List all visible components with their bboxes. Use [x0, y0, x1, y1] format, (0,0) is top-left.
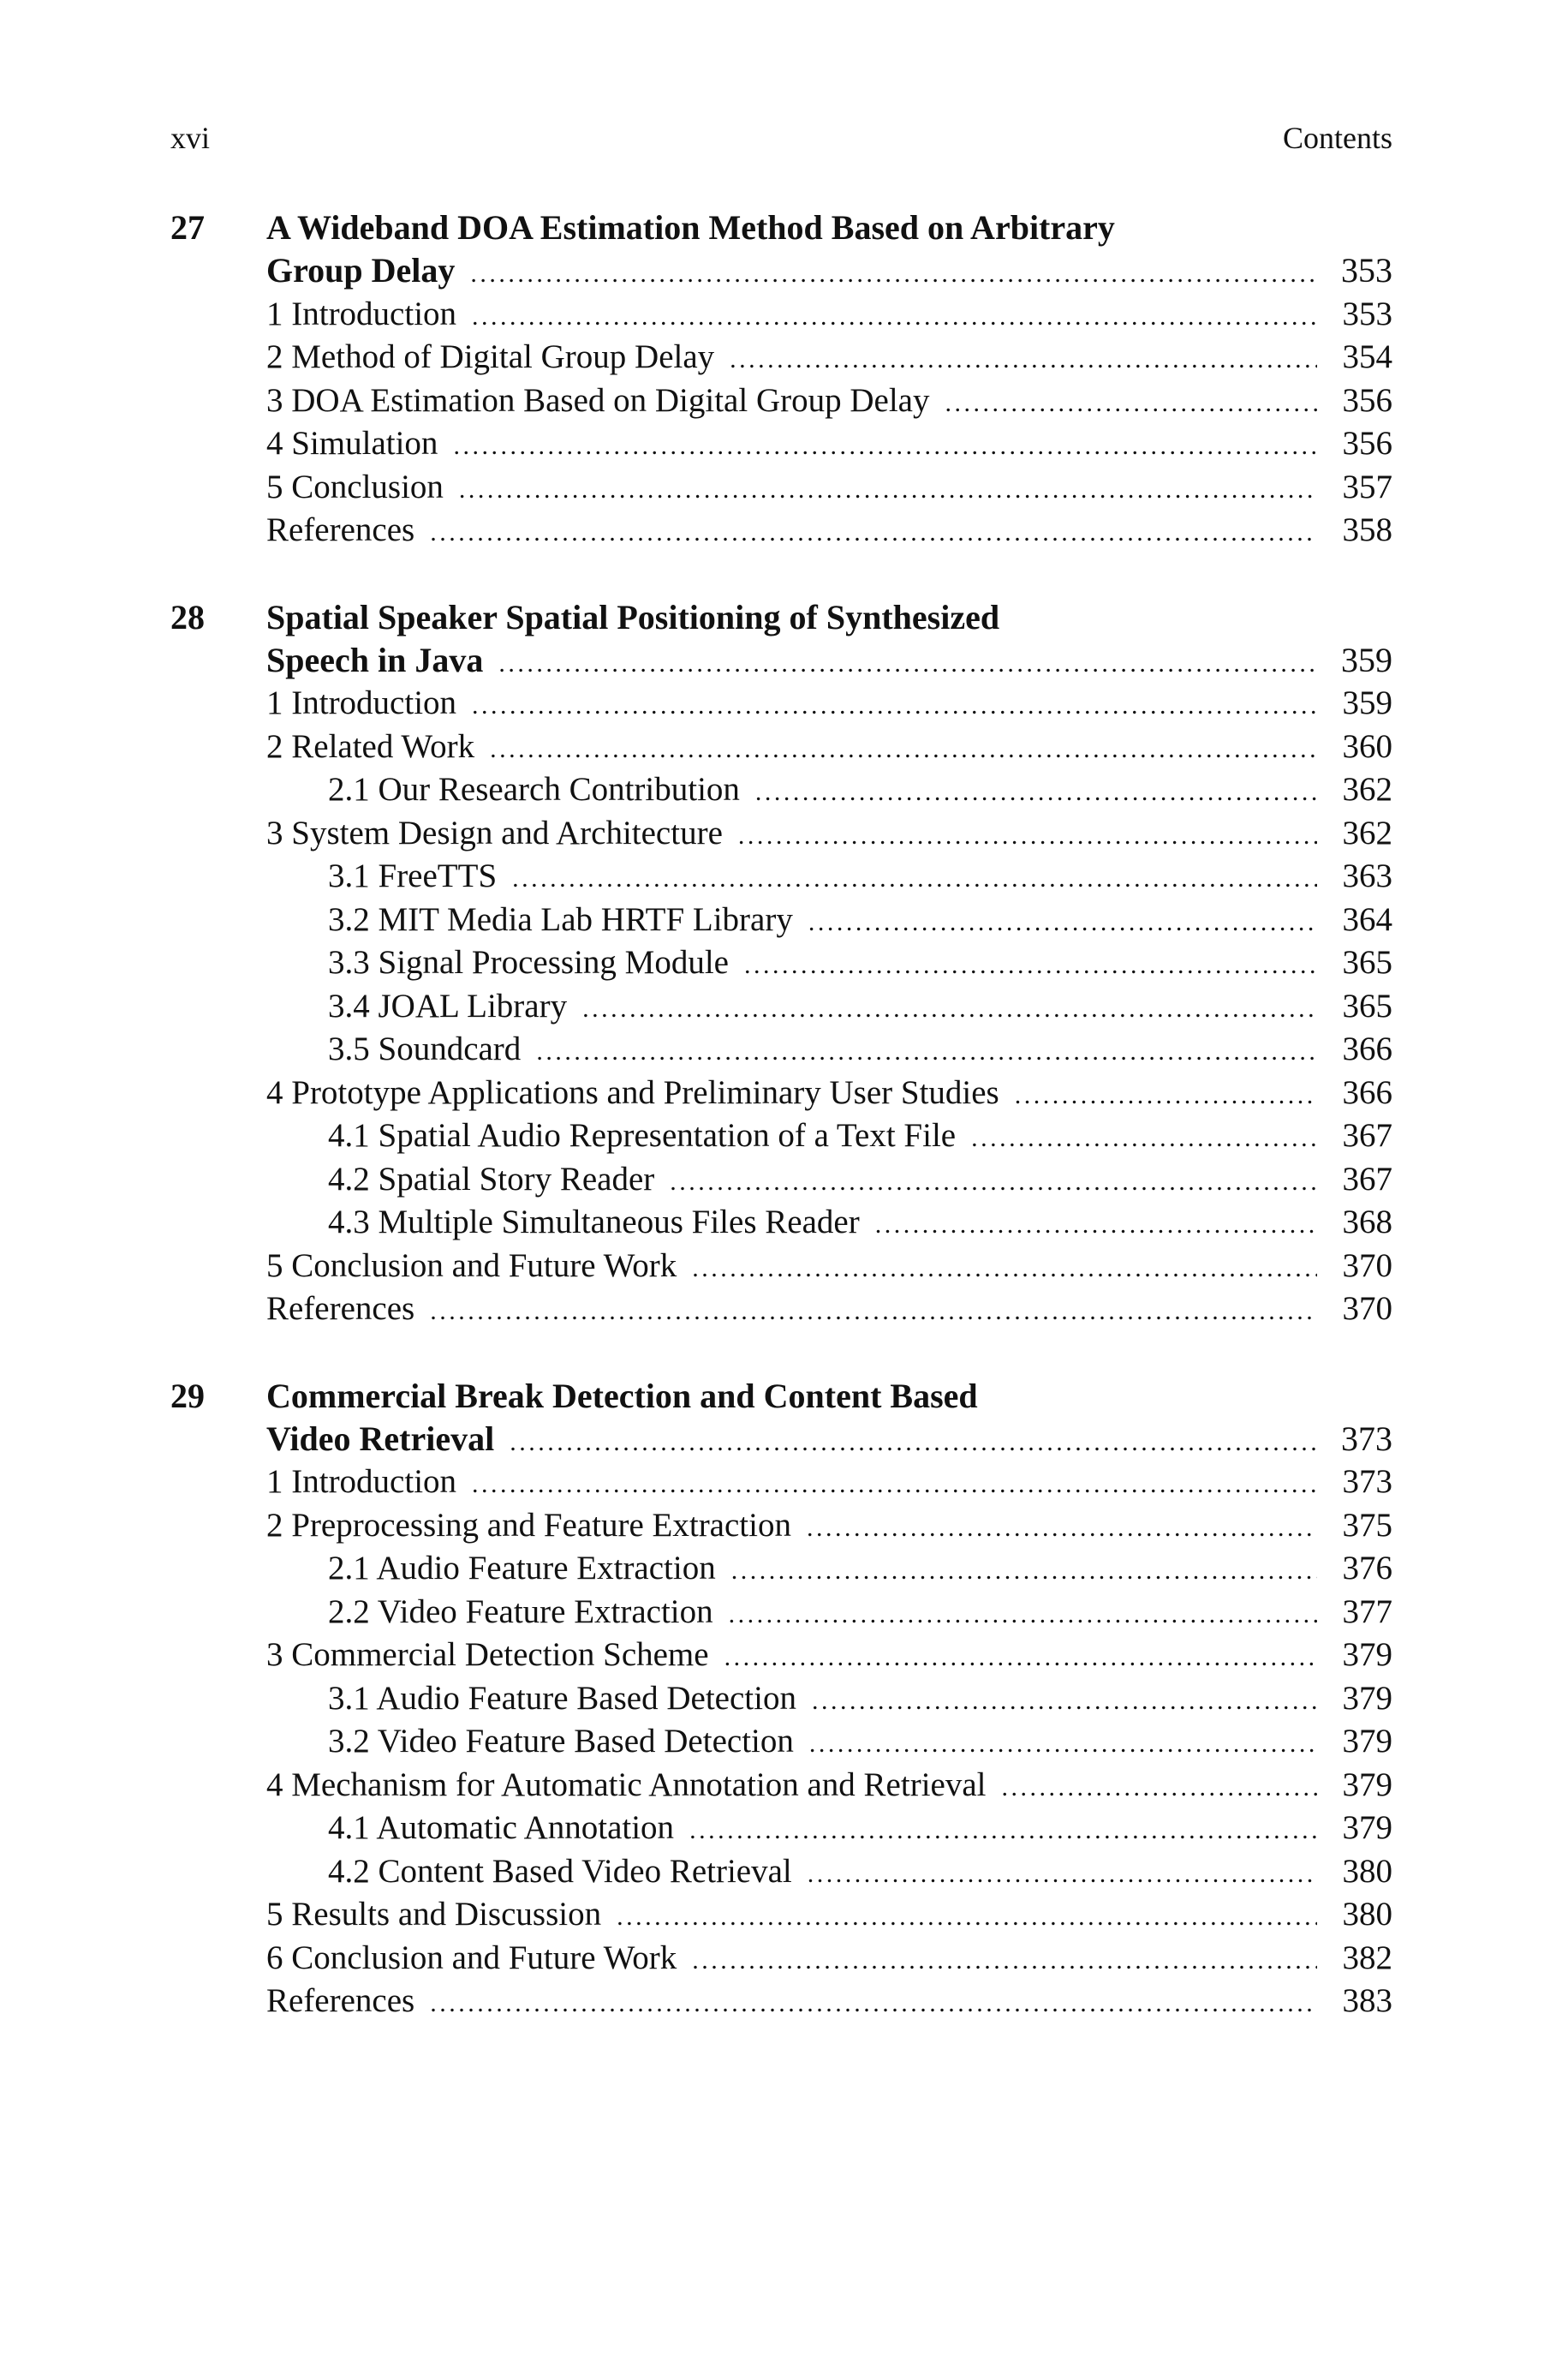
entry-label: 3.1 Audio Feature Based Detection — [328, 1679, 796, 1717]
chapter-title-continued: Video Retrieval — [266, 1419, 495, 1458]
entry-label: 3.2 Video Feature Based Detection — [328, 1723, 794, 1760]
entry-page-number: 366 — [1342, 1031, 1392, 1067]
chapter-entries — [266, 206, 1392, 553]
entry-label: 5 Results and Discussion — [266, 1896, 602, 1933]
entry-page-number: 360 — [1342, 727, 1392, 765]
toc-section-entry[interactable] — [266, 812, 1392, 856]
toc-chapter — [170, 595, 1392, 1331]
dot-leader — [1001, 1764, 1317, 1807]
entry-page-number: 379 — [1342, 1679, 1392, 1717]
entry-label: 3 DOA Estimation Based on Digital Group Delay — [266, 381, 930, 419]
entry-label: 3.4 JOAL Library — [328, 987, 568, 1025]
dot-leader — [875, 1201, 1317, 1245]
entry-label: 2 Method of Digital Group Delay — [266, 338, 715, 375]
dot-leader — [945, 379, 1317, 423]
toc-subsection-entry[interactable] — [266, 1158, 1392, 1202]
chapter-number: 29 — [170, 1376, 205, 1415]
entry-label: 4.1 Spatial Audio Representation of a Text File — [328, 1117, 957, 1154]
dot-leader — [809, 1720, 1317, 1764]
dot-leader — [430, 509, 1317, 553]
entry-page-number: 375 — [1342, 1506, 1392, 1544]
toc-section-entry[interactable] — [266, 1072, 1392, 1115]
entry-page-number: 354 — [1342, 338, 1392, 375]
toc-subsection-entry[interactable] — [266, 985, 1392, 1029]
dot-leader — [453, 422, 1317, 466]
dot-leader — [807, 1504, 1317, 1548]
dot-leader — [498, 639, 1317, 683]
running-head-section: Contents — [1282, 121, 1392, 155]
toc-subsection-entry[interactable] — [266, 1114, 1392, 1158]
dot-leader — [470, 249, 1317, 293]
entry-page-number: 365 — [1342, 944, 1392, 981]
chapter-number: 27 — [170, 208, 205, 247]
toc-section-entry[interactable] — [266, 509, 1392, 553]
entry-label: 5 Conclusion and Future Work — [266, 1246, 677, 1284]
dot-leader — [808, 899, 1317, 942]
chapter-number: 28 — [170, 597, 205, 636]
entry-label: 2.1 Audio Feature Extraction — [328, 1550, 716, 1586]
toc-section-entry[interactable] — [266, 379, 1392, 423]
entry-page-number: 370 — [1342, 1246, 1392, 1284]
toc-subsection-entry[interactable] — [266, 1677, 1392, 1721]
entry-page-number: 373 — [1342, 1463, 1392, 1500]
toc-subsection-entry[interactable] — [266, 768, 1392, 812]
dot-leader — [430, 1288, 1317, 1331]
entry-page-number: 383 — [1342, 1982, 1392, 2019]
entry-page-number: 379 — [1342, 1636, 1392, 1673]
entry-label: 2.2 Video Feature Extraction — [328, 1592, 713, 1630]
chapter-title-continued: Group Delay — [266, 251, 456, 290]
dot-leader — [738, 812, 1317, 856]
entry-page-number: 379 — [1342, 1809, 1392, 1846]
dot-leader — [582, 985, 1317, 1029]
entry-page-number: 363 — [1342, 857, 1392, 894]
entry-label: References — [266, 511, 415, 548]
chapter-title-continued: Speech in Java — [266, 640, 484, 679]
entry-label: 4.3 Multiple Simultaneous Files Reader — [328, 1204, 860, 1240]
entry-page-number: 377 — [1342, 1592, 1392, 1630]
entry-label: References — [266, 1982, 415, 2019]
toc-section-entry[interactable] — [266, 466, 1392, 510]
dot-leader — [472, 1461, 1317, 1504]
entry-label: 5 Conclusion — [266, 468, 444, 505]
dot-leader — [472, 682, 1317, 726]
dot-leader — [812, 1677, 1317, 1721]
chapter-page-number: 373 — [1341, 1419, 1392, 1458]
entry-label: 1 Introduction — [266, 295, 457, 332]
entry-page-number: 379 — [1342, 1766, 1392, 1803]
dot-leader — [808, 1850, 1317, 1894]
dot-leader — [729, 1591, 1317, 1634]
entry-page-number: 367 — [1342, 1117, 1392, 1154]
entry-page-number: 358 — [1342, 511, 1392, 548]
dot-leader — [617, 1893, 1317, 1937]
toc-subsection-entry[interactable] — [266, 1720, 1392, 1764]
chapter-entries — [266, 595, 1392, 1331]
entry-page-number: 362 — [1342, 771, 1392, 808]
entry-label: 4.1 Automatic Annotation — [328, 1809, 675, 1846]
entry-label: 2 Preprocessing and Feature Extraction — [266, 1506, 791, 1544]
toc-section-entry[interactable] — [266, 1288, 1392, 1331]
entry-label: 3.2 MIT Media Lab HRTF Library — [328, 900, 793, 938]
entry-label: 3.3 Signal Processing Module — [328, 944, 729, 981]
toc-subsection-entry[interactable] — [266, 1807, 1392, 1850]
toc-section-entry[interactable] — [266, 1893, 1392, 1937]
entry-label: 2.1 Our Research Contribution — [328, 771, 740, 808]
dot-leader — [755, 768, 1317, 812]
entry-page-number: 376 — [1342, 1550, 1392, 1586]
toc-section-entry[interactable] — [266, 336, 1392, 379]
running-head — [170, 120, 1392, 163]
dot-leader — [670, 1158, 1317, 1202]
dot-leader — [490, 726, 1317, 769]
toc-subsection-entry[interactable] — [266, 1850, 1392, 1894]
entry-page-number: 382 — [1342, 1939, 1392, 1976]
toc-chapter — [170, 206, 1392, 553]
entry-label: 1 Introduction — [266, 1463, 457, 1500]
entry-label: 3 Commercial Detection Scheme — [266, 1636, 709, 1673]
entry-page-number: 357 — [1342, 468, 1392, 505]
toc-section-entry[interactable] — [266, 1764, 1392, 1807]
chapter-title-entry[interactable] — [266, 639, 1392, 683]
entry-page-number: 379 — [1342, 1723, 1392, 1760]
toc-section-entry[interactable] — [266, 1461, 1392, 1504]
entry-label: References — [266, 1290, 415, 1327]
toc-subsection-entry[interactable] — [266, 941, 1392, 985]
toc-section-entry[interactable] — [266, 1634, 1392, 1677]
toc-subsection-entry[interactable] — [266, 1591, 1392, 1634]
chapter-page-number: 353 — [1341, 251, 1392, 290]
entry-page-number: 356 — [1342, 425, 1392, 462]
entry-label: 4.2 Spatial Story Reader — [328, 1160, 655, 1198]
chapter-title-entry[interactable] — [266, 249, 1392, 293]
entry-page-number: 380 — [1342, 1852, 1392, 1890]
toc-section-entry[interactable] — [266, 726, 1392, 769]
dot-leader — [730, 336, 1317, 379]
toc-section-entry[interactable] — [266, 293, 1392, 337]
toc-section-entry[interactable] — [266, 1504, 1392, 1548]
toc-subsection-entry[interactable] — [266, 855, 1392, 899]
chapter-title-entry[interactable] — [266, 1418, 1392, 1461]
toc-subsection-entry[interactable] — [266, 899, 1392, 942]
entry-page-number: 364 — [1342, 900, 1392, 938]
entry-page-number: 368 — [1342, 1204, 1392, 1240]
toc-chapter — [170, 1374, 1392, 2023]
dot-leader — [971, 1114, 1317, 1158]
dot-leader — [724, 1634, 1317, 1677]
entry-label: 3.5 Soundcard — [328, 1031, 522, 1067]
dot-leader — [459, 466, 1317, 510]
chapter-title: A Wideband DOA Estimation Method Based on Arbitrary — [266, 208, 1115, 247]
toc-subsection-entry[interactable] — [266, 1201, 1392, 1245]
entry-page-number: 362 — [1342, 814, 1392, 851]
entry-label: 4 Simulation — [266, 425, 438, 462]
entry-label: 4.2 Content Based Video Retrieval — [328, 1852, 792, 1890]
entry-page-number: 365 — [1342, 987, 1392, 1025]
dot-leader — [472, 293, 1317, 337]
entry-label: 1 Introduction — [266, 684, 457, 721]
page-folio: xvi — [170, 121, 211, 155]
chapter-title: Commercial Break Detection and Content Based — [266, 1376, 978, 1415]
toc-section-entry[interactable] — [266, 422, 1392, 466]
dot-leader — [536, 1028, 1317, 1072]
toc-subsection-entry[interactable] — [266, 1028, 1392, 1072]
toc-section-entry[interactable] — [266, 1245, 1392, 1288]
toc-section-entry[interactable] — [266, 682, 1392, 726]
entry-page-number: 353 — [1342, 295, 1392, 332]
dot-leader — [1015, 1072, 1317, 1115]
dot-leader — [744, 941, 1317, 985]
dot-leader — [731, 1547, 1317, 1591]
entry-page-number: 356 — [1342, 381, 1392, 419]
dot-leader — [692, 1937, 1317, 1981]
entry-page-number: 359 — [1342, 684, 1392, 721]
toc-section-entry[interactable] — [266, 1937, 1392, 1981]
dot-leader — [510, 1418, 1317, 1461]
chapter-title: Spatial Speaker Spatial Positioning of Synthesized — [266, 597, 1000, 636]
entry-page-number: 380 — [1342, 1896, 1392, 1933]
dot-leader — [430, 1980, 1317, 2023]
entry-label: 2 Related Work — [266, 727, 475, 765]
chapter-page-number: 359 — [1341, 640, 1392, 679]
entry-page-number: 366 — [1342, 1073, 1392, 1111]
toc-section-entry[interactable] — [266, 1980, 1392, 2023]
entry-label: 4 Mechanism for Automatic Annotation and Retrieval — [266, 1766, 987, 1803]
dot-leader — [692, 1245, 1317, 1288]
entry-label: 4 Prototype Applications and Preliminary User Studies — [266, 1073, 999, 1111]
chapter-entries — [266, 1374, 1392, 2023]
entry-label: 3 System Design and Architecture — [266, 814, 723, 851]
entry-page-number: 370 — [1342, 1290, 1392, 1327]
toc-subsection-entry[interactable] — [266, 1547, 1392, 1591]
dot-leader — [689, 1807, 1317, 1850]
table-of-contents — [170, 206, 1392, 2066]
entry-label: 6 Conclusion and Future Work — [266, 1939, 677, 1976]
dot-leader — [512, 855, 1317, 899]
entry-label: 3.1 FreeTTS — [328, 857, 498, 894]
entry-page-number: 367 — [1342, 1160, 1392, 1198]
